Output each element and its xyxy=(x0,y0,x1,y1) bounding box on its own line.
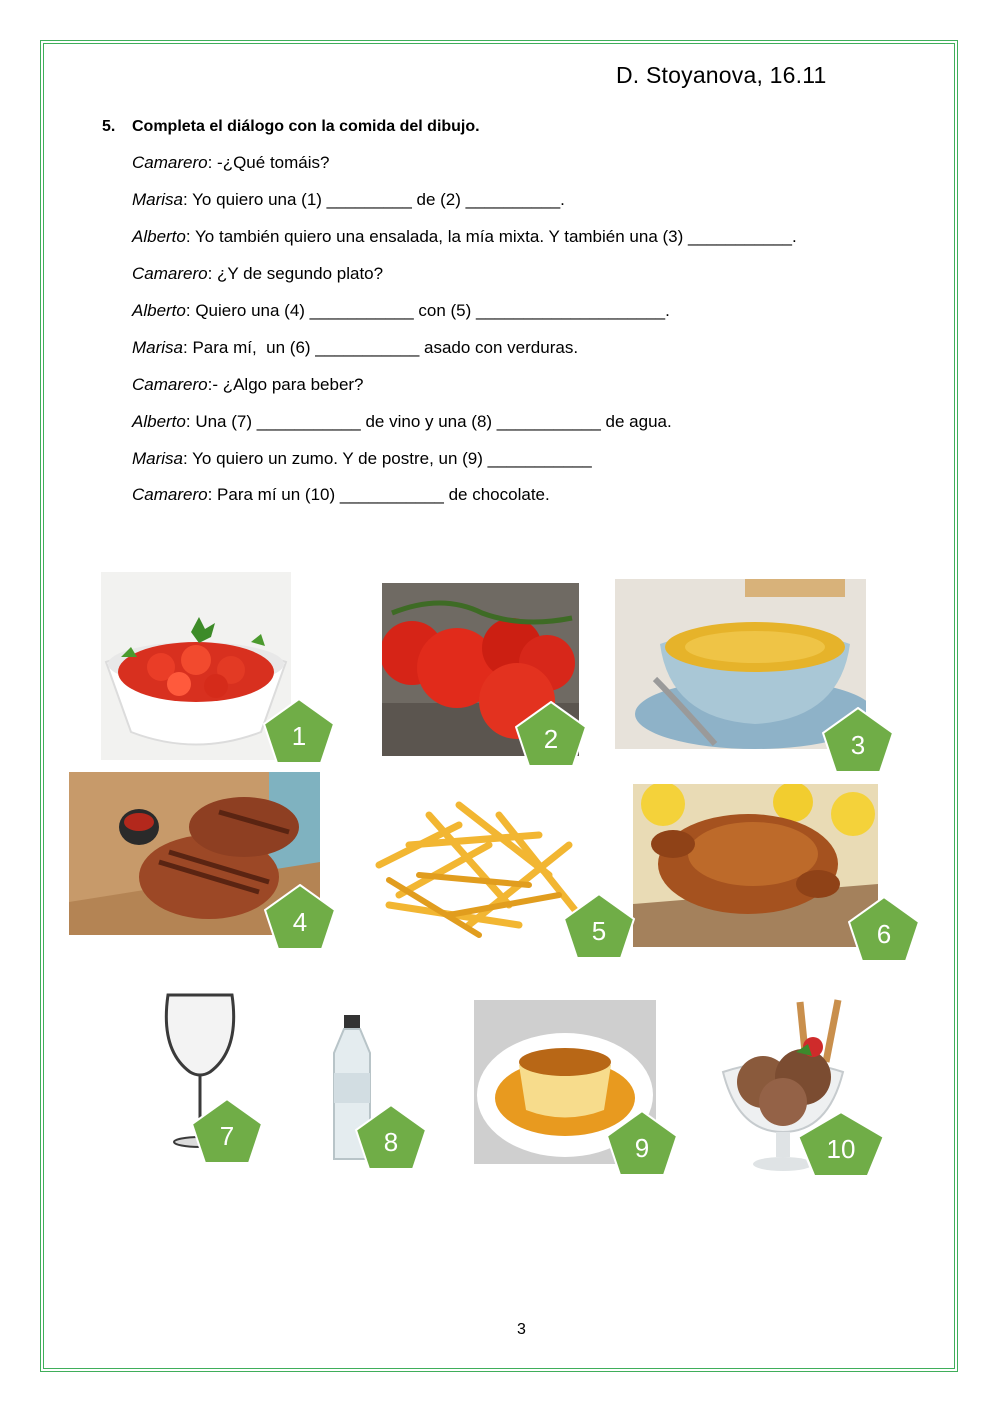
speaker: Alberto xyxy=(132,412,186,431)
dialogue-line xyxy=(132,412,672,432)
badge-number: 5 xyxy=(591,916,607,946)
speaker: Alberto xyxy=(132,227,186,246)
line-text: : -¿Qué tomáis? xyxy=(207,153,330,172)
dialogue-line xyxy=(132,227,797,247)
number-badge-3 xyxy=(822,707,894,773)
number-badge-5 xyxy=(563,893,635,959)
speaker: Marisa xyxy=(132,449,184,468)
number-badge-7 xyxy=(191,1098,263,1164)
speaker: Camarero xyxy=(132,375,208,394)
number-badge-8 xyxy=(355,1104,427,1170)
line-text: : Yo quiero una (1) _________ de (2) __________. xyxy=(183,190,565,209)
dialogue-line xyxy=(132,449,592,469)
dialogue-line xyxy=(132,338,578,358)
badge-number: 8 xyxy=(383,1127,399,1157)
number-badge-10 xyxy=(797,1111,885,1177)
badge-number: 2 xyxy=(543,724,559,754)
speaker: Camarero xyxy=(132,485,208,504)
line-text: : ¿Y de segundo plato? xyxy=(207,264,384,283)
badge-number: 1 xyxy=(291,721,307,751)
badge-number: 4 xyxy=(292,907,308,937)
speaker: Marisa xyxy=(132,338,184,357)
dialogue-line xyxy=(132,153,329,173)
dialogue-line xyxy=(132,375,364,395)
line-text: : Una (7) ___________ de vino y una (8) ___________ de agua. xyxy=(185,412,672,431)
number-badge-6 xyxy=(848,896,920,962)
speaker: Alberto xyxy=(132,301,186,320)
speaker: Camarero xyxy=(132,264,208,283)
dialogue-line xyxy=(132,190,565,210)
exercise-title: Completa el diálogo con la comida del dibujo. xyxy=(132,118,480,135)
dialogue-line xyxy=(132,485,550,505)
dialogue-line xyxy=(132,301,670,321)
fries-photo xyxy=(369,785,594,952)
line-text: : Yo quiero un zumo. Y de postre, un (9) ___________ xyxy=(183,449,592,468)
number-badge-9 xyxy=(606,1110,678,1176)
author-date: D. Stoyanova, 16.11 xyxy=(616,62,827,88)
number-badge-2 xyxy=(515,701,587,767)
badge-number: 3 xyxy=(850,730,866,760)
speaker: Camarero xyxy=(132,153,208,172)
roast-chicken-photo xyxy=(633,784,878,947)
dialogue-line xyxy=(132,264,383,284)
badge-number: 7 xyxy=(219,1121,235,1151)
line-text: : Para mí un (10) ___________ de chocolate. xyxy=(207,485,550,504)
badge-number: 6 xyxy=(876,919,892,949)
page-number: 3 xyxy=(517,1321,526,1338)
exercise-number: 5. xyxy=(102,118,116,135)
number-badge-1 xyxy=(263,698,335,764)
speaker: Marisa xyxy=(132,190,184,209)
line-text: :- ¿Algo para beber? xyxy=(207,375,364,394)
badge-number: 10 xyxy=(826,1134,856,1164)
number-badge-4 xyxy=(264,884,336,950)
line-text: : Quiero una (4) ___________ con (5) ____________________. xyxy=(185,301,670,320)
line-text: : Para mí, un (6) ___________ asado con verduras. xyxy=(183,338,579,357)
line-text: : Yo también quiero una ensalada, la mía mixta. Y también una (3) ___________. xyxy=(185,227,797,246)
badge-number: 9 xyxy=(634,1133,650,1163)
